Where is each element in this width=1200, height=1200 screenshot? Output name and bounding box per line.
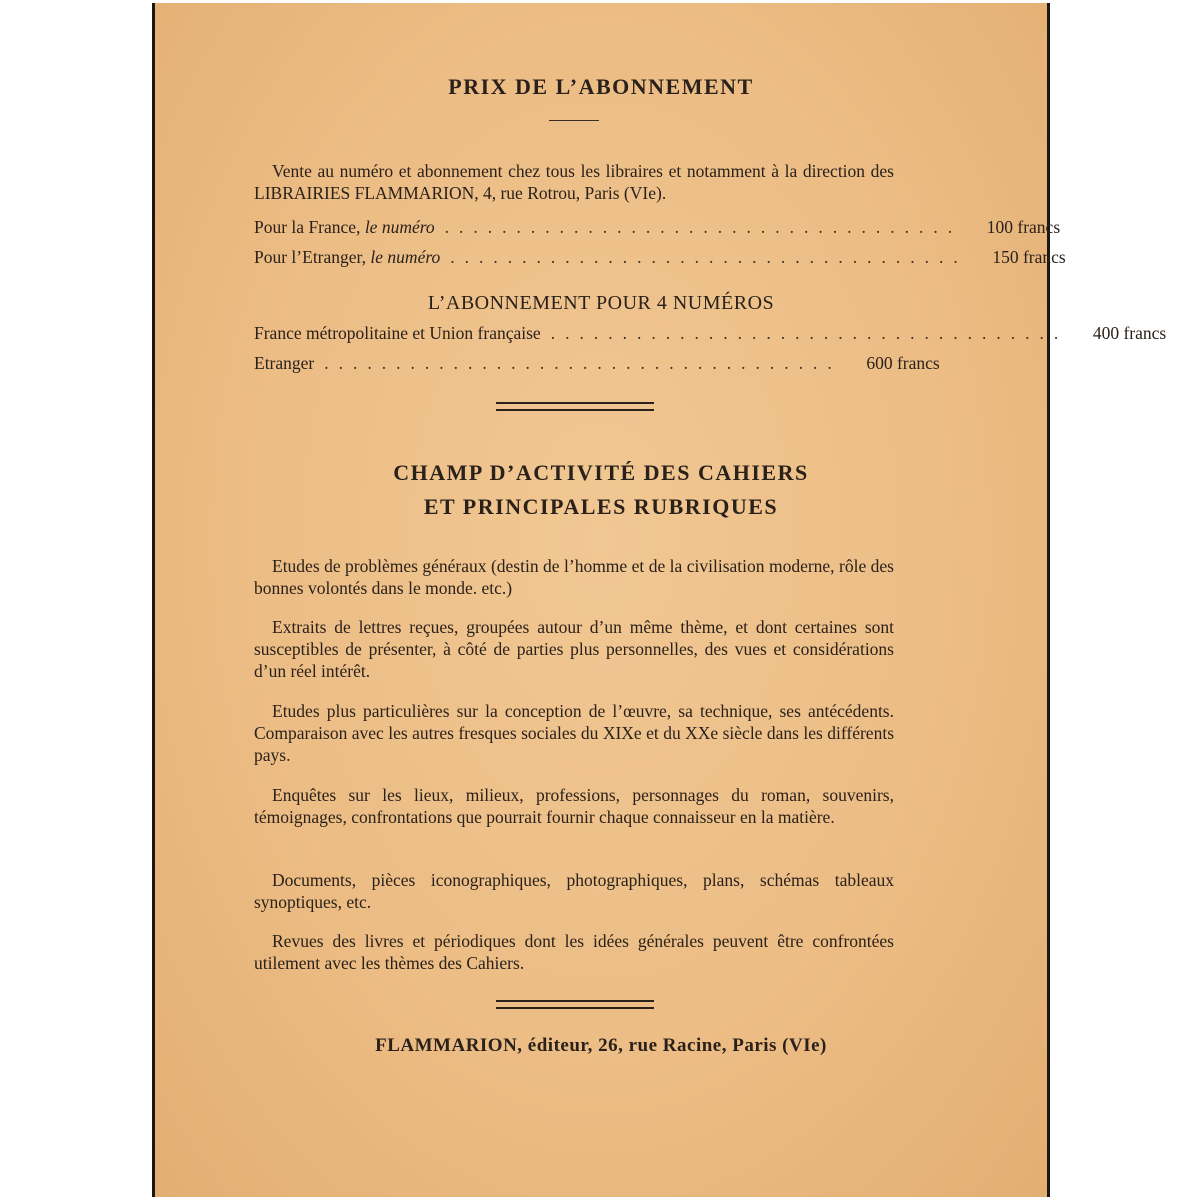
activity-paragraph: Etudes de problèmes généraux (destin de l’homme et de la civilisation moderne, rôle des bonnes volontés dans le monde. etc.)	[254, 556, 894, 598]
price-value: 600 francs	[866, 353, 940, 373]
activity-title-line1: CHAMP D’ACTIVITÉ DES CAHIERS	[393, 460, 809, 485]
price-row-label: Pour la France, le numéro	[254, 217, 435, 237]
activity-paragraph: Documents, pièces iconographiques, photographiques, plans, schémas tableaux synoptiques, etc.	[254, 870, 894, 912]
price-value: 100 francs	[986, 217, 1061, 237]
price-row-label: France métropolitaine et Union française	[254, 323, 541, 343]
activity-title	[152, 456, 1050, 524]
activity-paragraph: Etudes plus particulières sur la conception de l’œuvre, sa technique, ses antécédents. Comparaison avec les autres fresques sociales du XIXe et du XXe siècle dans les différents pays.	[254, 701, 894, 765]
publisher-footer: FLAMMARION, éditeur, 26, rue Racine, Paris (VIe)	[375, 1035, 827, 1056]
price-row-etranger	[254, 246, 1066, 268]
price-row-france	[254, 216, 1061, 238]
double-divider	[496, 402, 654, 411]
double-divider	[496, 1000, 654, 1009]
dot-leader: ....................................	[324, 353, 842, 373]
subscription-intro: Vente au numéro et abonnement chez tous les libraires et notamment à la direction des LIBRAIRIES FLAMMARION, 4, rue Rotrou, Paris (VIe).	[254, 161, 894, 203]
price-row-france-metropolitaine	[254, 322, 1167, 344]
price-value: 150 francs	[992, 247, 1066, 267]
price-row-etranger-abonnement	[254, 352, 940, 374]
activity-paragraph: Revues des livres et périodiques dont les idées générales peuvent être confrontées utilement avec les thèmes des Cahiers.	[254, 931, 894, 973]
activity-paragraph: Enquêtes sur les lieux, milieux, professions, personnages du roman, souvenirs, témoignages, confrontations que pourrait fournir chaque connaisseur en la matière.	[254, 785, 894, 827]
dot-leader: ....................................	[450, 247, 968, 267]
activity-title-line2: ET PRINCIPALES RUBRIQUES	[423, 494, 779, 519]
subscription-subheading: L’ABONNEMENT POUR 4 NUMÉROS	[427, 292, 775, 314]
activity-paragraph: Extraits de lettres reçues, groupées autour d’un même thème, et dont certaines sont susceptibles de présenter, à côté de parties plus personnelles, des vues et considérations d’un réel intérêt.	[254, 617, 894, 681]
dot-leader: ....................................	[444, 217, 963, 237]
dot-leader: ....................................	[550, 323, 1069, 343]
price-row-label: Etranger	[254, 353, 315, 373]
subscription-title: PRIX DE L’ABONNEMENT	[448, 74, 754, 99]
short-divider	[549, 120, 599, 121]
price-value: 400 francs	[1092, 323, 1167, 343]
price-row-label: Pour l’Etranger, le numéro	[254, 247, 441, 267]
